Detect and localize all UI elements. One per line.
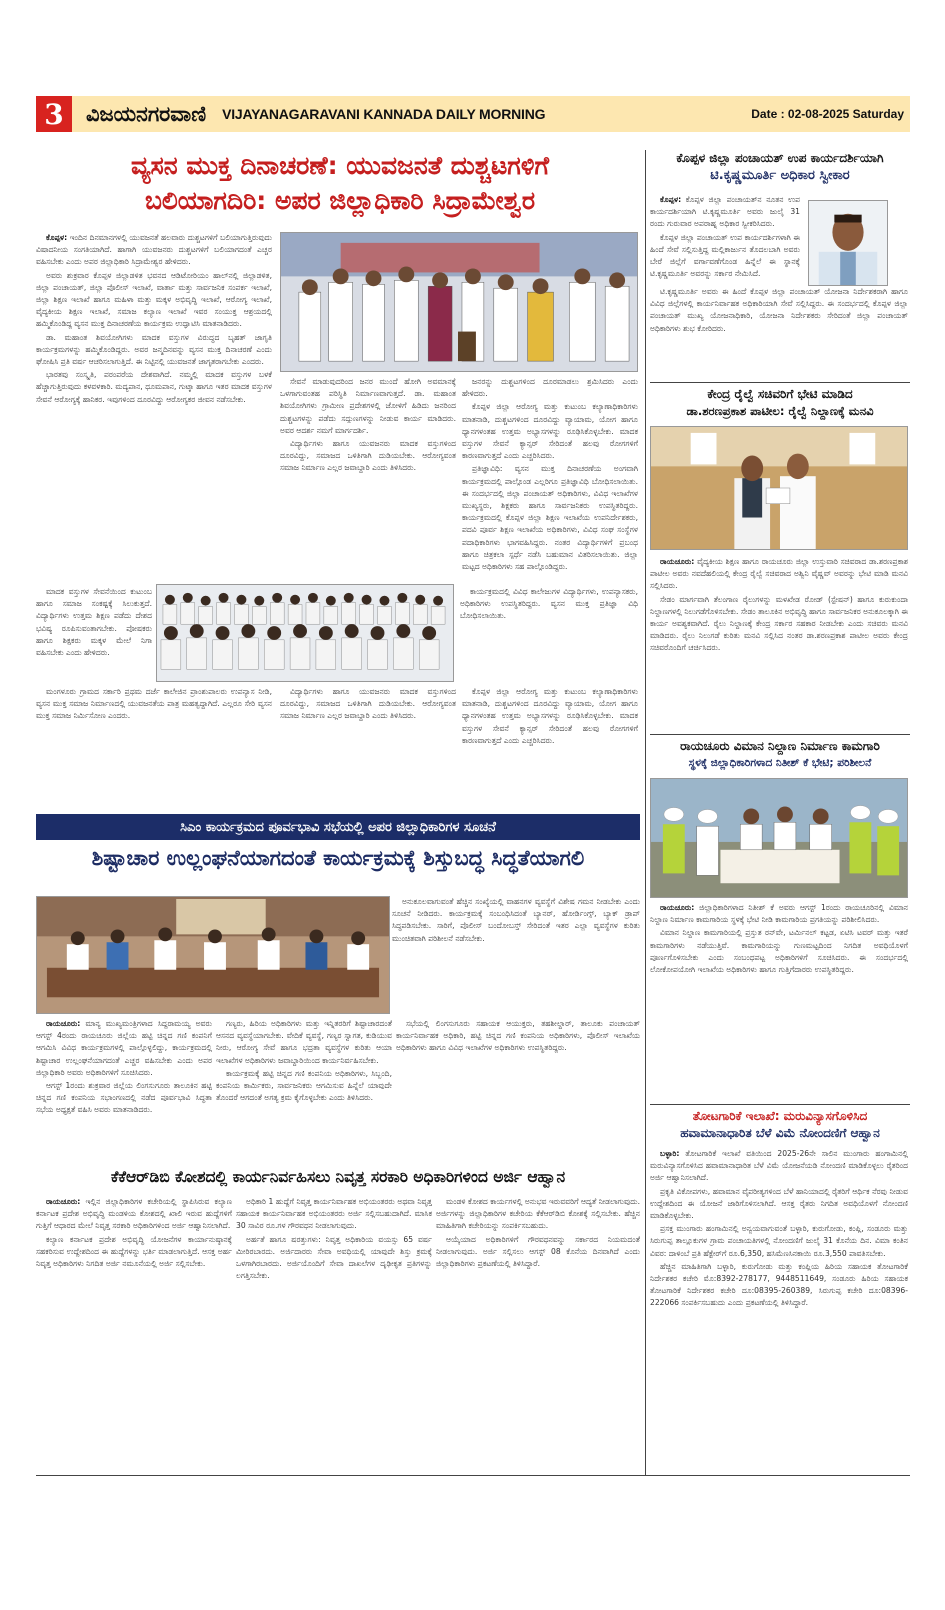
story3-col2: ಅಧಿಕಾರಿ 1 ಹುದ್ದೆಗೆ ನಿವೃತ್ತ ಕಾರ್ಯನಿರ್ವಾಹಕ ಅಭಿಯಂತರರು ಅಥವಾ ನಿವೃತ್ತ ಸಹಾಯಕ ಕಾರ್ಯನಿರ್ವಾಹಕ ಅಭಿಯಂತರರು ಅರ್ಜಿ ಸಲ್ಲಿಸಬಹುದಾಗಿದೆ. ಮಾಸಿಕ 30 ಸಾವಿರ ರೂ.ಗಳ ಗೌರವಧನ ನೀಡಲಾಗುವುದು. ಅರ್ಹತೆ ಹಾಗೂ ಷರತ್ತುಗಳು: ನಿವೃತ್ತ ಅಧಿಕಾರಿಯ ವಯಸ್ಸು 65 ವರ್ಷ ಮೀರಿರಬಾರದು. ಅರ್ಜಿದಾರರು ಸೇವಾ ಅವಧಿಯಲ್ಲಿ ಯಾವುದೇ ಶಿಸ್ತು ಕ್ರಮಕ್ಕೆ ಒಳಗಾಗಿರಬಾರದು. ಅರ್ಜಿಯೊಂದಿಗೆ ಸೇವಾ ದಾಖಲೆಗಳ ದೃಢೀಕೃತ ಪ್ರತಿಗಳನ್ನು ಲಗತ್ತಿಸಬೇಕು.: [236, 1197, 432, 1281]
sidebar3-text: ರಾಯಚೂರು: ಜಿಲ್ಲಾಧಿಕಾರಿಗಳಾದ ನಿತೀಶ್ ಕೆ ಅವರು ಆಗಸ್ಟ್ 1ರಂದು ರಾಯಚೂರಿನಲ್ಲಿ ವಿಮಾನ ನಿಲ್ದಾಣ ನಿರ್ಮಾಣ ಕಾಮಗಾರಿಯ ಸ್ಥಳಕ್ಕೆ ಭೇಟಿ ನೀಡಿ ಕಾಮಗಾರಿಯ ಪ್ರಗತಿಯನ್ನು ಪರಿಶೀಲಿಸಿದರು. ವಿಮಾನ ನಿಲ್ದಾಣ ಕಾಮಗಾರಿಯಲ್ಲಿ ಪ್ರಸ್ತುತ ರನ್‌ವೇ, ಟರ್ಮಿನಲ್ ಕಟ್ಟಡ, ಏಟಿಸಿ ಟವರ್ ಮತ್ತು ಇತರೆ ಕಾಮಗಾರಿಗಳು ನಡೆಯುತ್ತಿವೆ. ಕಾಮಗಾರಿಯನ್ನು ಗುಣಮಟ್ಟದಿಂದ ನಿಗದಿತ ಅವಧಿಯೊಳಗೆ ಪೂರ್ಣಗೊಳಿಸಬೇಕು ಎಂದು ಸಂಬಂಧಪಟ್ಟ ಅಧಿಕಾರಿಗಳಿಗೆ ಸೂಚಿಸಿದರು. ಈ ಸಂದರ್ಭದಲ್ಲಿ ಲೋಕೋಪಯೋಗಿ ಇಲಾಖೆಯ ಅಧಿಕಾರಿಗಳು ಹಾಗೂ ಗುತ್ತಿಗೆದಾರರು ಉಪಸ್ಥಿತರಿದ್ದರು.: [650, 903, 908, 975]
paper-name-kannada: ವಿಜಯನಗರವಾಣಿ: [86, 101, 207, 126]
story1-col2-upper: ಸೇವನೆ ಮಾಡುವುದರಿಂದ ಜನರ ಮುಂದೆ ಹೋಗಿ ಅವಮಾನಕ್ಕೆ ಒಳಗಾಗುವಂತಹ ಪರಿಸ್ಥಿತಿ ನಿರ್ಮಾಣವಾಗುತ್ತದೆ. ಡಾ. ಮಹಾಂತ ಶಿವಯೋಗಿಗಳು ಗ್ರಾಮೀಣ ಪ್ರದೇಶಗಳಲ್ಲಿ ಜೋಳಿಗೆ ಹಿಡಿದು ಜನರಿಂದ ದುಶ್ಚಟಗಳನ್ನು ಪಡೆದು ಸದ್ಗುಣಗಳನ್ನು ನೀಡುವ ಕಾರ್ಯ ಮಾಡಿದರು. ಅವರ ಆದರ್ಶ ನಮಗೆ ಮಾರ್ಗದರ್ಶಿ. ವಿದ್ಯಾರ್ಥಿಗಳು ಹಾಗೂ ಯುವಜನರು ಮಾದಕ ವಸ್ತುಗಳಿಂದ ದೂರವಿದ್ದು, ಸಮಾಜದ ಒಳಿತಿಗಾಗಿ ದುಡಿಯಬೇಕು. ಆರೋಗ್ಯವಂತ ಸಮಾಜ ನಿರ್ಮಾಣ ಎಲ್ಲರ ಜವಾಬ್ದಾರಿ ಎಂದು ತಿಳಿಸಿದರು.: [280, 377, 456, 473]
story1-audience-photo: [156, 584, 454, 682]
story1-col1-upper: ಕೊಪ್ಪಳ: ಇಂದಿನ ದಿನಮಾನಗಳಲ್ಲಿ ಯುವಜನತೆ ಹಲವಾರು ದುಶ್ಚಟಗಳಿಗೆ ಬಲಿಯಾಗುತ್ತಿರುವುದು ವಿಷಾದನೀಯ ಸಂಗತಿಯಾಗಿದೆ. ಹಾಗಾಗಿ ಯುವಜನರು ದುಶ್ಚಟಗಳಿಗೆ ಬಲಿಯಾಗದಂತೆ ಎಚ್ಚರ ವಹಿಸಬೇಕು ಎಂದು ಅಪರ ಜಿಲ್ಲಾಧಿಕಾರಿ ಸಿದ್ರಾಮೇಶ್ವರ ಹೇಳಿದರು. ಅವರು ಶುಕ್ರವಾರ ಕೊಪ್ಪಳ ಜಿಲ್ಲಾಡಳಿತ ಭವನದ ಆಡಿಟೋರಿಯಂ ಹಾಲ್‌ನಲ್ಲಿ ಜಿಲ್ಲಾಡಳಿತ, ಜಿಲ್ಲಾ ಪಂಚಾಯತ್, ಜಿಲ್ಲಾ ಪೊಲೀಸ್ ಇಲಾಖೆ, ವಾರ್ತಾ ಮತ್ತು ಸಾರ್ವಜನಿಕ ಸಂಪರ್ಕ ಇಲಾಖೆ, ಜಿಲ್ಲಾ ಶಿಕ್ಷಣ ಇಲಾಖೆ ಹಾಗೂ ಮಹಿಳಾ ಮತ್ತು ಮಕ್ಕಳ ಅಭಿವೃದ್ಧಿ ಇಲಾಖೆ, ಆರೋಗ್ಯ ಇಲಾಖೆ, ವೈದ್ಯಕೀಯ ಶಿಕ್ಷಣ ಇಲಾಖೆ, ಸಮಾಜ ಕಲ್ಯಾಣ ಇಲಾಖೆ ಇವರ ಸಂಯುಕ್ತ ಆಶ್ರಯದಲ್ಲಿ ಹಮ್ಮಿಕೊಂಡಿದ್ದ ವ್ಯಸನ ಮುಕ್ತ ದಿನಾಚರಣೆಯ ಕಾರ್ಯಕ್ರಮ ಉದ್ಘಾಟಿಸಿ ಮಾತನಾಡಿದರು. ಡಾ. ಮಹಾಂತ ಶಿವಯೋಗಿಗಳು ಮಾದಕ ವಸ್ತುಗಳ ವಿರುದ್ಧದ ಬೃಹತ್ ಜಾಗೃತಿ ಕಾರ್ಯಕ್ರಮಗಳನ್ನು ಹಮ್ಮಿಕೊಂಡಿದ್ದರು. ಅವರ ಜನ್ಮದಿನವನ್ನು ವ್ಯಸನ ಮುಕ್ತ ದಿನಾಚರಣೆ ಎಂದು ಘೋಷಿಸಿ ಪ್ರತಿ ವರ್ಷ ಆಚರಿಸಲಾಗುತ್ತಿದೆ. ಈ ನಿಟ್ಟಿನಲ್ಲಿ ಯುವಜನತೆ ಜಾಗೃತರಾಗಬೇಕು ಎಂದರು. ಭಾರತವು ಸಂಸ್ಕೃತಿ, ಪರಂಪರೆಯ ದೇಶವಾಗಿದೆ. ನಮ್ಮಲ್ಲಿ ಮಾದಕ ವಸ್ತುಗಳ ಬಳಕೆ ಹೆಚ್ಚಾಗುತ್ತಿರುವುದು ಕಳವಳಕಾರಿ. ಮದ್ಯಪಾನ, ಧೂಮಪಾನ, ಗುಟ್ಕಾ ಹಾಗೂ ಇತರ ಮಾದಕ ವಸ್ತುಗಳ ಸೇವನೆ ಆರೋಗ್ಯಕ್ಕೆ ಹಾನಿಕರ. ಇವುಗಳಿಂದ ದೂರವಿದ್ದು ಆರೋಗ್ಯಕರ ಜೀವನ ನಡೆಸಬೇಕು.: [36, 233, 272, 404]
sidebar4-title: ತೋಟಗಾರಿಕೆ ಇಲಾಖೆ: ಮರುವಿನ್ಯಾಸಗೊಳಿಸಿದ ಹವಾಮಾನಾಧಾರಿತ ಬೆಳೆ ವಿಮೆ ನೋಂದಣಿಗೆ ಆಹ್ವಾನ: [680, 1109, 880, 1140]
story1-col3-lower: ಕೊಪ್ಪಳ ಜಿಲ್ಲಾ ಆರೋಗ್ಯ ಮತ್ತು ಕುಟುಂಬ ಕಲ್ಯಾಣಾಧಿಕಾರಿಗಳು ಮಾತನಾಡಿ, ದುಶ್ಚಟಗಳಿಂದ ದೂರವಿದ್ದು ವ್ಯಾಯಾಮ, ಯೋಗ ಹಾಗೂ ಧ್ಯಾನಗಳಂತಹ ಉತ್ತಮ ಅಭ್ಯಾಸಗಳನ್ನು ರೂಢಿಸಿಕೊಳ್ಳಬೇಕು. ಮಾದಕ ವಸ್ತುಗಳ ಸೇವನೆ ಕ್ಯಾನ್ಸರ್ ಸೇರಿದಂತೆ ಹಲವು ರೋಗಗಳಿಗೆ ಕಾರಣವಾಗುತ್ತದೆ ಎಂದು ಎಚ್ಚರಿಸಿದರು.: [462, 687, 638, 745]
sidebar-divider: [650, 1104, 910, 1105]
story2-dateline: ರಾಯಚೂರು:: [46, 1019, 81, 1028]
story2-col1: ರಾಯಚೂರು: ಮಾನ್ಯ ಮುಖ್ಯಮಂತ್ರಿಗಳಾದ ಸಿದ್ದರಾಮಯ್ಯ ಅವರು ಆಗಸ್ಟ್ 4ರಂದು ರಾಯಚೂರು ಜಿಲ್ಲೆಯ ಹಟ್ಟಿ ಚಿನ್ನದ ಗಣಿ ಕಂಪನಿಗೆ ಆಗಮಿಸಿ ವಿವಿಧ ಕಾರ್ಯಕ್ರಮಗಳಲ್ಲಿ ಪಾಲ್ಗೊಳ್ಳಲಿದ್ದು, ಕಾರ್ಯಕ್ರಮದಲ್ಲಿ ಶಿಷ್ಟಾಚಾರ ಉಲ್ಲಂಘನೆಯಾಗದಂತೆ ಎಚ್ಚರ ವಹಿಸಬೇಕು ಎಂದು ಅಪರ ಜಿಲ್ಲಾಧಿಕಾರಿ ಅವರು ಅಧಿಕಾರಿಗಳಿಗೆ ಸೂಚಿಸಿದರು. ಆಗಸ್ಟ್ 1ರಂದು ಶುಕ್ರವಾರ ಜಿಲ್ಲೆಯ ಲಿಂಗಸುಗೂರು ತಾಲೂಕಿನ ಹಟ್ಟಿ ಚಿನ್ನದ ಗಣಿ ಕಂಪನಿಯ ಸಭಾಂಗಣದಲ್ಲಿ ನಡೆದ ಪೂರ್ವಭಾವಿ ಸಿದ್ಧತಾ ಸಭೆಯ ಅಧ್ಯಕ್ಷತೆ ವಹಿಸಿ ಅವರು ಮಾತನಾಡಿದರು.: [36, 1019, 212, 1115]
story2-col3-lower: ಸಭೆಯಲ್ಲಿ ಲಿಂಗಸುಗೂರು ಸಹಾಯಕ ಆಯುಕ್ತರು, ತಹಶೀಲ್ದಾರ್, ತಾಲೂಕು ಪಂಚಾಯತ್ ಕಾರ್ಯನಿರ್ವಾಹಕ ಅಧಿಕಾರಿ, ಹಟ್ಟಿ ಚಿನ್ನದ ಗಣಿ ಕಂಪನಿಯ ಅಧಿಕಾರಿಗಳು, ಪೊಲೀಸ್ ಇಲಾಖೆಯ ಅಧಿಕಾರಿಗಳು ಹಾಗೂ ವಿವಿಧ ಇಲಾಖೆಗಳ ಅಧಿಕಾರಿಗಳು ಉಪಸ್ಥಿತರಿದ್ದರು.: [396, 1019, 640, 1053]
story1-col3-upper: ಜನರನ್ನು ದುಶ್ಚಟಗಳಿಂದ ದೂರಮಾಡಲು ಶ್ರಮಿಸಿದರು ಎಂದು ಹೇಳಿದರು. ಕೊಪ್ಪಳ ಜಿಲ್ಲಾ ಆರೋಗ್ಯ ಮತ್ತು ಕುಟುಂಬ ಕಲ್ಯಾಣಾಧಿಕಾರಿಗಳು ಮಾತನಾಡಿ, ದುಶ್ಚಟಗಳಿಂದ ದೂರವಿದ್ದು ವ್ಯಾಯಾಮ, ಯೋಗ ಹಾಗೂ ಧ್ಯಾನಗಳಂತಹ ಉತ್ತಮ ಅಭ್ಯಾಸಗಳನ್ನು ರೂಢಿಸಿಕೊಳ್ಳಬೇಕು. ಮಾದಕ ವಸ್ತುಗಳ ಸೇವನೆ ಕ್ಯಾನ್ಸರ್ ಸೇರಿದಂತೆ ಹಲವು ರೋಗಗಳಿಗೆ ಕಾರಣವಾಗುತ್ತದೆ ಎಂದು ಎಚ್ಚರಿಸಿದರು. ಪ್ರತಿಜ್ಞಾವಿಧಿ: ವ್ಯಸನ ಮುಕ್ತ ದಿನಾಚರಣೆಯ ಅಂಗವಾಗಿ ಕಾರ್ಯಕ್ರಮದಲ್ಲಿ ಪಾಲ್ಗೊಂಡ ಎಲ್ಲರಿಗೂ ಪ್ರತಿಜ್ಞಾವಿಧಿ ಬೋಧಿಸಲಾಯಿತು. ಈ ಸಂದರ್ಭದಲ್ಲಿ ಜಿಲ್ಲಾ ಪಂಚಾಯತ್ ಅಧಿಕಾರಿಗಳು, ವಿವಿಧ ಇಲಾಖೆಗಳ ಮುಖ್ಯಸ್ಥರು, ಶಿಕ್ಷಕರು ಹಾಗೂ ಸಾರ್ವಜನಿಕರು ಉಪಸ್ಥಿತರಿದ್ದರು. ಕಾರ್ಯಕ್ರಮದಲ್ಲಿ ಕೊಪ್ಪಳ ಜಿಲ್ಲಾ ಶಿಕ್ಷಣ ಇಲಾಖೆಯ ಉಪನಿರ್ದೇಶಕರು, ಪದವಿ ಪೂರ್ವ ಶಿಕ್ಷಣ ಇಲಾಖೆಯ ಅಧಿಕಾರಿಗಳು, ವಿವಿಧ ಸಂಘ ಸಂಸ್ಥೆಗಳ ಪದಾಧಿಕಾರಿಗಳು ಭಾಗವಹಿಸಿದ್ದರು. ನಂತರ ವಿದ್ಯಾರ್ಥಿಗಳಿಗೆ ಪ್ರಬಂಧ ಹಾಗೂ ಚಿತ್ರಕಲಾ ಸ್ಪರ್ಧೆ ನಡೆಸಿ ಬಹುಮಾನ ವಿತರಿಸಲಾಯಿತು. ಜಿಲ್ಲಾ ಮಟ್ಟದ ಅಧಿಕಾರಿಗಳು ಸಹ ಪಾಲ್ಗೊಂಡಿದ್ದರು.: [462, 377, 638, 572]
story3-col3: ಮಂಡಳಿ ಕೋಶದ ಕಾರ್ಯಗಳಲ್ಲಿ ಅನುಭವ ಇರುವವರಿಗೆ ಆದ್ಯತೆ ನೀಡಲಾಗುವುದು. ಅರ್ಜಿಗಳನ್ನು ಜಿಲ್ಲಾಧಿಕಾರಿಗಳ ಕಚೇರಿಯ ಕೆಕೆಆರ್‌ಡಿಬಿ ಕೋಶಕ್ಕೆ ಸಲ್ಲಿಸಬೇಕು. ಹೆಚ್ಚಿನ ಮಾಹಿತಿಗಾಗಿ ಕಚೇರಿಯನ್ನು ಸಂಪರ್ಕಿಸಬಹುದು. ಆಯ್ಕೆಯಾದ ಅಧಿಕಾರಿಗಳಿಗೆ ಗೌರವಧನವನ್ನು ಸರ್ಕಾರದ ನಿಯಮದಂತೆ ನೀಡಲಾಗುವುದು. ಅರ್ಜಿ ಸಲ್ಲಿಸಲು ಆಗಸ್ಟ್ 08 ಕೊನೆಯ ದಿನವಾಗಿದೆ ಎಂದು ಜಿಲ್ಲಾಧಿಕಾರಿಗಳು ಪ್ರಕಟಣೆಯಲ್ಲಿ ತಿಳಿಸಿದ್ದಾರೆ.: [436, 1197, 640, 1269]
story2-meeting-photo: [36, 896, 390, 1014]
sidebar-divider: [650, 734, 910, 735]
story2-headline: ಶಿಷ್ಟಾಚಾರ ಉಲ್ಲಂಘನೆಯಾಗದಂತೆ ಕಾರ್ಯಕ್ರಮಕ್ಕೆ ಶಿಸ್ತುಬದ್ಧ ಸಿದ್ಧತೆಯಾಗಲಿ: [91, 846, 585, 870]
sidebar3-dateline: ರಾಯಚೂರು:: [660, 903, 695, 912]
story1-col1-lower: ಮಂಗಳೂರು ಗ್ರಾಮದ ಸರ್ಕಾರಿ ಪ್ರಥಮ ದರ್ಜೆ ಕಾಲೇಜಿನ ಪ್ರಾಂಶುಪಾಲರು ಉಪನ್ಯಾಸ ನೀಡಿ, ವ್ಯಸನ ಮುಕ್ತ ಸಮಾಜ ನಿರ್ಮಾಣದಲ್ಲಿ ಯುವಜನತೆಯ ಪಾತ್ರ ಮಹತ್ವದ್ದಾಗಿದೆ. ಎಲ್ಲರೂ ಸೇರಿ ವ್ಯಸನ ಮುಕ್ತ ಸಮಾಜ ನಿರ್ಮಿಸೋಣ ಎಂದರು.: [36, 687, 272, 721]
page-number: 3: [36, 96, 72, 132]
sidebar-divider: [650, 382, 910, 383]
story1-col3-mid: ಕಾರ್ಯಕ್ರಮದಲ್ಲಿ ವಿವಿಧ ಕಾಲೇಜುಗಳ ವಿದ್ಯಾರ್ಥಿಗಳು, ಉಪನ್ಯಾಸಕರು, ಅಧಿಕಾರಿಗಳು ಉಪಸ್ಥಿತರಿದ್ದರು. ವ್ಯಸನ ಮುಕ್ತ ಪ್ರತಿಜ್ಞಾ ವಿಧಿ ಬೋಧಿಸಲಾಯಿತು.: [460, 587, 638, 621]
sidebar1-text-upper: ಕೊಪ್ಪಳ: ಕೊಪ್ಪಳ ಜಿಲ್ಲಾ ಪಂಚಾಯತ್‌ನ ನೂತನ ಉಪ ಕಾರ್ಯದರ್ಶಿಯಾಗಿ ಟಿ.ಕೃಷ್ಣಮೂರ್ತಿ ಅವರು ಜುಲೈ 31 ರಂದು ಗುರುವಾರ ಅಪರಾಹ್ನ ಅಧಿಕಾರ ಸ್ವೀಕರಿಸಿದರು. ಕೊಪ್ಪಳ ಜಿಲ್ಲಾ ಪಂಚಾಯತ್ ಉಪ ಕಾರ್ಯದರ್ಶಿಗಳಾಗಿ ಈ ಹಿಂದೆ ಸೇವೆ ಸಲ್ಲಿಸುತ್ತಿದ್ದ ಮಲ್ಲಿಕಾರ್ಜುನ ತೊದಲಬಾಗಿ ಅವರು ಬೇರೆ ಜಿಲ್ಲೆಗೆ ವರ್ಗಾವಣೆಗೊಂಡ ಹಿನ್ನೆಲೆ ಈ ಸ್ಥಾನಕ್ಕೆ ಟಿ.ಕೃಷ್ಣಮೂರ್ತಿ ಅವರನ್ನು ಸರ್ಕಾರ ನೇಮಿಸಿದೆ.: [650, 195, 800, 279]
sidebar4-dateline: ಬಳ್ಳಾರಿ:: [660, 1149, 680, 1158]
sidebar1-portrait-photo: [808, 200, 888, 286]
sidebar2-title: ಕೇಂದ್ರ ರೈಲ್ವೆ ಸಚಿವರಿಗೆ ಭೇಟಿ ಮಾಡಿದ ಡಾ.ಶರಣಪ್ರಕಾಶ ಪಾಟೀಲ: ರೈಲ್ವೆ ನಿಲ್ದಾಣಕ್ಕೆ ಮನವಿ: [686, 387, 874, 418]
sidebar2-text: ರಾಯಚೂರು: ವೈದ್ಯಕೀಯ ಶಿಕ್ಷಣ ಹಾಗೂ ರಾಯಚೂರು ಜಿಲ್ಲಾ ಉಸ್ತುವಾರಿ ಸಚಿವರಾದ ಡಾ.ಶರಣಪ್ರಕಾಶ ಪಾಟೀಲ ಅವರು ನವದೆಹಲಿಯಲ್ಲಿ ಕೇಂದ್ರ ರೈಲ್ವೆ ಸಚಿವರಾದ ಅಶ್ವಿನಿ ವೈಷ್ಣವ್ ಅವರನ್ನು ಭೇಟಿ ಮಾಡಿ ಮನವಿ ಸಲ್ಲಿಸಿದರು. ಸೇಡಂ ಮಾರ್ಗವಾಗಿ ತೆಲಂಗಾಣ ರೈಲುಗಳನ್ನು ಮಳಖೇಡ ರೋಡ್ (ಸ್ಟೇಷನ್) ಹಾಗೂ ಕುರುಕುಂದಾ ನಿಲ್ದಾಣಗಳಲ್ಲಿ ನಿಲುಗಡೆಗೊಳಿಸಬೇಕು. ಸೇಡಂ ತಾಲೂಕಿನ ಅಭಿವೃದ್ಧಿ ಹಾಗೂ ಸಾರ್ವಜನಿಕರ ಅನುಕೂಲಕ್ಕಾಗಿ ಈ ಕಾರ್ಯ ಅವಶ್ಯಕವಾಗಿದೆ. ರೈಲು ನಿಲ್ದಾಣಕ್ಕೆ ಕೇಂದ್ರ ಸರ್ಕಾರ ಸಹಕಾರ ನೀಡಬೇಕು ಎಂದು ಸಚಿವರು ಮನವಿ ಮಾಡಿದರು. ರೈಲು ನಿಲುಗಡೆ ಕುರಿತು ಮನವಿ ಸಲ್ಲಿಸಿದ ನಂತರ ಡಾ.ಶರಣಪ್ರಕಾಶ ಪಾಟೀಲ ಅವರು ಕೇಂದ್ರ ಸಚಿವರೊಂದಿಗೆ ಚರ್ಚಿಸಿದರು.: [650, 557, 908, 653]
sidebar2-minister-photo: [650, 426, 908, 550]
sidebar1-title: ಕೊಪ್ಪಳ ಜಿಲ್ಲಾ ಪಂಚಾಯತ್ ಉಪ ಕಾರ್ಯದರ್ಶಿಯಾಗಿ ಟಿ.ಕೃಷ್ಣಮೂರ್ತಿ ಅಧಿಕಾರ ಸ್ವೀಕಾರ: [676, 151, 884, 183]
story3-dateline: ರಾಯಚೂರು:: [46, 1197, 81, 1206]
story1-col1-mid: ಮಾದಕ ವಸ್ತುಗಳ ಸೇವನೆಯಿಂದ ಕುಟುಂಬ ಹಾಗೂ ಸಮಾಜ ಸಂಕಷ್ಟಕ್ಕೆ ಸಿಲುಕುತ್ತದೆ. ವಿದ್ಯಾರ್ಥಿಗಳು ಉತ್ತಮ ಶಿಕ್ಷಣ ಪಡೆದು ದೇಶದ ಭವಿಷ್ಯ ರೂಪಿಸುವಂತಾಗಬೇಕು. ಪೋಷಕರು ಹಾಗೂ ಶಿಕ್ಷಕರು ಮಕ್ಕಳ ಮೇಲೆ ನಿಗಾ ವಹಿಸಬೇಕು ಎಂದು ಹೇಳಿದರು.: [36, 587, 152, 658]
story2-col3-upper: ಅನುಕೂಲವಾಗುವಂತೆ ಹೆಚ್ಚಿನ ಸಂಖ್ಯೆಯಲ್ಲಿ ವಾಹನಗಳ ವ್ಯವಸ್ಥೆಗೆ ವಿಶೇಷ ಗಮನ ನೀಡಬೇಕು ಎಂದು ಸೂಚನೆ ನೀಡಿದರು. ಕಾರ್ಯಕ್ರಮಕ್ಕೆ ಸಂಬಂಧಿಸಿದಂತೆ ಬ್ಯಾನರ್, ಹೋರ್ಡಿಂಗ್ಸ್, ಬ್ಯಾಕ್ ಡ್ರಾಪ್ ಸಿದ್ಧಪಡಿಸಬೇಕು. ಸಾರಿಗೆ, ಪೊಲೀಸ್ ಬಂದೋಬಸ್ತ್ ಸೇರಿದಂತೆ ಇತರ ಎಲ್ಲಾ ವ್ಯವಸ್ಥೆಗಳ ಕುರಿತು ಮುಂಚಿತವಾಗಿ ಪರಿಶೀಲನೆ ನಡೆಸಬೇಕು.: [392, 897, 640, 943]
story3-col1: ರಾಯಚೂರು: ಇಲ್ಲಿನ ಜಿಲ್ಲಾಧಿಕಾರಿಗಳ ಕಚೇರಿಯಲ್ಲಿ ಸ್ಥಾಪಿಸಿರುವ ಕಲ್ಯಾಣ ಕರ್ನಾಟಕ ಪ್ರದೇಶ ಅಭಿವೃದ್ಧಿ ಮಂಡಳಿಯ ಕೋಶದಲ್ಲಿ ಖಾಲಿ ಇರುವ ಹುದ್ದೆಗಳಿಗೆ ಗುತ್ತಿಗೆ ಆಧಾರದ ಮೇಲೆ ನಿವೃತ್ತ ಸರಕಾರಿ ಅಧಿಕಾರಿಗಳಿಂದ ಅರ್ಜಿ ಆಹ್ವಾನಿಸಲಾಗಿದೆ. ಕಲ್ಯಾಣ ಕರ್ನಾಟಕ ಪ್ರದೇಶ ಅಭಿವೃದ್ಧಿ ಯೋಜನೆಗಳ ಕಾರ್ಯಾನುಷ್ಠಾನಕ್ಕೆ ಸಹಕರಿಸುವ ಉದ್ದೇಶದಿಂದ ಈ ಹುದ್ದೆಗಳನ್ನು ಭರ್ತಿ ಮಾಡಲಾಗುತ್ತಿದೆ. ಆಸಕ್ತ ಅರ್ಹ ನಿವೃತ್ತ ಅಧಿಕಾರಿಗಳು ನಿಗದಿತ ಅರ್ಜಿ ನಮೂನೆಯಲ್ಲಿ ಅರ್ಜಿ ಸಲ್ಲಿಸಬೇಕು.: [36, 1197, 232, 1269]
sidebar2-dateline: ರಾಯಚೂರು:: [660, 557, 695, 566]
sidebar3-title: ರಾಯಚೂರು ವಿಮಾನ ನಿಲ್ದಾಣ ನಿರ್ಮಾಣ ಕಾಮಗಾರಿ ಸ್ಥಳಕ್ಕೆ ಜಿಲ್ಲಾಧಿಕಾರಿಗಳಾದ ನಿತೀಶ್ ಕೆ ಭೇಟಿ; ಪರಿಶೀಲನೆ: [680, 739, 880, 769]
masthead: [36, 96, 910, 132]
story1-headline: ವ್ಯಸನ ಮುಕ್ತ ದಿನಾಚರಣೆ: ಯುವಜನತೆ ದುಶ್ಚಟಗಳಿಗೆ ಬಲಿಯಾಗದಿರಿ: ಅಪರ ಜಿಲ್ಲಾಧಿಕಾರಿ ಸಿದ್ರಾಮೇಶ್ವರ: [131, 151, 549, 215]
sidebar3-airport-site-photo: [650, 778, 908, 898]
story1-col2-lower: ವಿದ್ಯಾರ್ಥಿಗಳು ಹಾಗೂ ಯುವಜನರು ಮಾದಕ ವಸ್ತುಗಳಿಂದ ದೂರವಿದ್ದು, ಸಮಾಜದ ಒಳಿತಿಗಾಗಿ ದುಡಿಯಬೇಕು. ಆರೋಗ್ಯವಂತ ಸಮಾಜ ನಿರ್ಮಾಣ ಎಲ್ಲರ ಜವಾಬ್ದಾರಿ ಎಂದು ತಿಳಿಸಿದರು.: [280, 687, 456, 721]
story1-event-photo: [280, 232, 638, 372]
story1-dateline: ಕೊಪ್ಪಳ:: [46, 233, 68, 242]
sidebar1-text-lower: ಟಿ.ಕೃಷ್ಣಮೂರ್ತಿ ಅವರು ಈ ಹಿಂದೆ ಕೊಪ್ಪಳ ಜಿಲ್ಲಾ ಪಂಚಾಯತ್ ಯೋಜನಾ ನಿರ್ದೇಶಕರಾಗಿ ಹಾಗೂ ವಿವಿಧ ಜಿಲ್ಲೆಗಳಲ್ಲಿ ಕಾರ್ಯನಿರ್ವಾಹಕ ಅಧಿಕಾರಿಯಾಗಿ ಸೇವೆ ಸಲ್ಲಿಸಿದ್ದರು. ಈ ಸಂದರ್ಭದಲ್ಲಿ ಕೊಪ್ಪಳ ಜಿಲ್ಲಾ ಪಂಚಾಯತ್ ಮುಖ್ಯ ಯೋಜನಾಧಿಕಾರಿ, ಯೋಜನಾ ನಿರ್ದೇಶಕರು ಸೇರಿದಂತೆ ಜಿಲ್ಲಾ ಪಂಚಾಯತ್ ಅಧಿಕಾರಿಗಳು ಶುಭ ಕೋರಿದರು.: [650, 287, 908, 333]
paper-name-english: VIJAYANAGARAVANI KANNADA DAILY MORNING: [222, 106, 546, 122]
story2-kicker-band: ಸಿಎಂ ಕಾರ್ಯಕ್ರಮದ ಪೂರ್ವಭಾವಿ ಸಭೆಯಲ್ಲಿ ಅಪರ ಜಿಲ್ಲಾಧಿಕಾರಿಗಳ ಸೂಚನೆ: [36, 814, 640, 840]
story2-col2: ಗಣ್ಯರು, ಹಿರಿಯ ಅಧಿಕಾರಿಗಳು ಮತ್ತು ಇನ್ನಿತರರಿಗೆ ಶಿಷ್ಟಾಚಾರದಂತೆ ಆಸನದ ವ್ಯವಸ್ಥೆಯಾಗಬೇಕು. ವೇದಿಕೆ ವ್ಯವಸ್ಥೆ, ಗಣ್ಯರ ಸ್ವಾಗತ, ಕುಡಿಯುವ ನೀರು, ಆರೋಗ್ಯ ಸೇವೆ ಹಾಗೂ ಭದ್ರತಾ ವ್ಯವಸ್ಥೆಗಳ ಕುರಿತು ಆಯಾ ಇಲಾಖೆಗಳ ಅಧಿಕಾರಿಗಳು ಜವಾಬ್ದಾರಿಯಿಂದ ಕಾರ್ಯನಿರ್ವಹಿಸಬೇಕು. ಕಾರ್ಯಕ್ರಮಕ್ಕೆ ಹಟ್ಟಿ ಚಿನ್ನದ ಗಣಿ ಕಂಪನಿಯ ಅಧಿಕಾರಿಗಳು, ಸಿಬ್ಬಂದಿ, ಕಂಪನಿಯ ಕಾರ್ಮಿಕರು, ಸಾರ್ವಜನಿಕರು ಆಗಮಿಸುವ ಹಿನ್ನೆಲೆ ಯಾವುದೇ ತೊಂದರೆ ಆಗದಂತೆ ಅಗತ್ಯ ಕ್ರಮ ಕೈಗೊಳ್ಳಬೇಕು ಎಂದು ತಿಳಿಸಿದರು.: [216, 1019, 392, 1103]
issue-date: Date : 02-08-2025 Saturday: [751, 107, 904, 121]
sidebar1-dateline: ಕೊಪ್ಪಳ:: [660, 195, 682, 204]
sidebar4-text: ಬಳ್ಳಾರಿ: ತೋಟಗಾರಿಕೆ ಇಲಾಖೆ ವತಿಯಿಂದ 2025-26ನೇ ಸಾಲಿನ ಮುಂಗಾರು ಹಂಗಾಮಿನಲ್ಲಿ ಮರುವಿನ್ಯಾಸಗೊಳಿಸಿದ ಹವಾಮಾನಾಧಾರಿತ ಬೆಳೆ ವಿಮೆ ಯೋಜನೆಯಡಿ ನೋಂದಣಿ ಮಾಡಿಕೊಳ್ಳಲು ರೈತರಿಂದ ಅರ್ಜಿ ಆಹ್ವಾನಿಸಲಾಗಿದೆ. ಪ್ರಕೃತಿ ವಿಕೋಪಗಳು, ಹವಾಮಾನ ವೈಪರೀತ್ಯಗಳಿಂದ ಬೆಳೆ ಹಾನಿಯಾದಲ್ಲಿ ರೈತರಿಗೆ ಆರ್ಥಿಕ ನೆರವು ನೀಡುವ ಉದ್ದೇಶದಿಂದ ಈ ಯೋಜನೆ ಜಾರಿಗೊಳಿಸಲಾಗಿದೆ. ಆಸಕ್ತ ರೈತರು ನಿಗದಿತ ಅವಧಿಯೊಳಗೆ ನೋಂದಣಿ ಮಾಡಿಕೊಳ್ಳಬೇಕು. ಪ್ರಸಕ್ತ ಮುಂಗಾರು ಹಂಗಾಮಿನಲ್ಲಿ ಅನ್ವಯವಾಗುವಂತೆ ಬಳ್ಳಾರಿ, ಕುರುಗೋಡು, ಕಂಪ್ಲಿ, ಸಂಡೂರು ಮತ್ತು ಸಿರುಗುಪ್ಪ ತಾಲ್ಲೂಕುಗಳ ಗ್ರಾಮ ಪಂಚಾಯತಿಗಳಲ್ಲಿ ನೋಂದಣಿಗೆ ಜುಲೈ 31 ಕೊನೆಯ ದಿನ. ವಿಮಾ ಕಂತಿನ ವಿವರ: ದಾಳಿಂಬೆ ಪ್ರತಿ ಹೆಕ್ಟೇರ್‌ಗೆ ರೂ.6,350, ಹಸಿಮೆಣಸಿನಕಾಯಿ ರೂ.3,550 ಪಾವತಿಸಬೇಕು. ಹೆಚ್ಚಿನ ಮಾಹಿತಿಗಾಗಿ ಬಳ್ಳಾರಿ, ಕುರುಗೋಡು ಮತ್ತು ಕಂಪ್ಲಿಯ ಹಿರಿಯ ಸಹಾಯಕ ತೋಟಗಾರಿಕೆ ನಿರ್ದೇಶಕರ ಕಚೇರಿ ಮೊ:8392-278177, 9448511649, ಸಂಡೂರು ಹಿರಿಯ ಸಹಾಯಕ ತೋಟಗಾರಿಕೆ ನಿರ್ದೇಶಕರ ಕಚೇರಿ ದೂ:08395-260389, ಸಿರುಗುಪ್ಪ ಕಚೇರಿ ದೂ:08396-222066 ಸಂಪರ್ಕಿಸಬಹುದು ಎಂದು ಪ್ರಕಟಣೆಯಲ್ಲಿ ತಿಳಿಸಿದ್ದಾರೆ.: [650, 1149, 908, 1308]
page-bottom-rule: [36, 1475, 910, 1476]
column-divider: [645, 150, 646, 1475]
story3-headline: ಕೆಕೆಆರ್‌ಡಿಬಿ ಕೋಶದಲ್ಲಿ ಕಾರ್ಯನಿರ್ವಹಿಸಲು ನಿವೃತ್ತ ಸರಕಾರಿ ಅಧಿಕಾರಿಗಳಿಂದ ಅರ್ಜಿ ಆಹ್ವಾನ: [110, 1168, 566, 1186]
